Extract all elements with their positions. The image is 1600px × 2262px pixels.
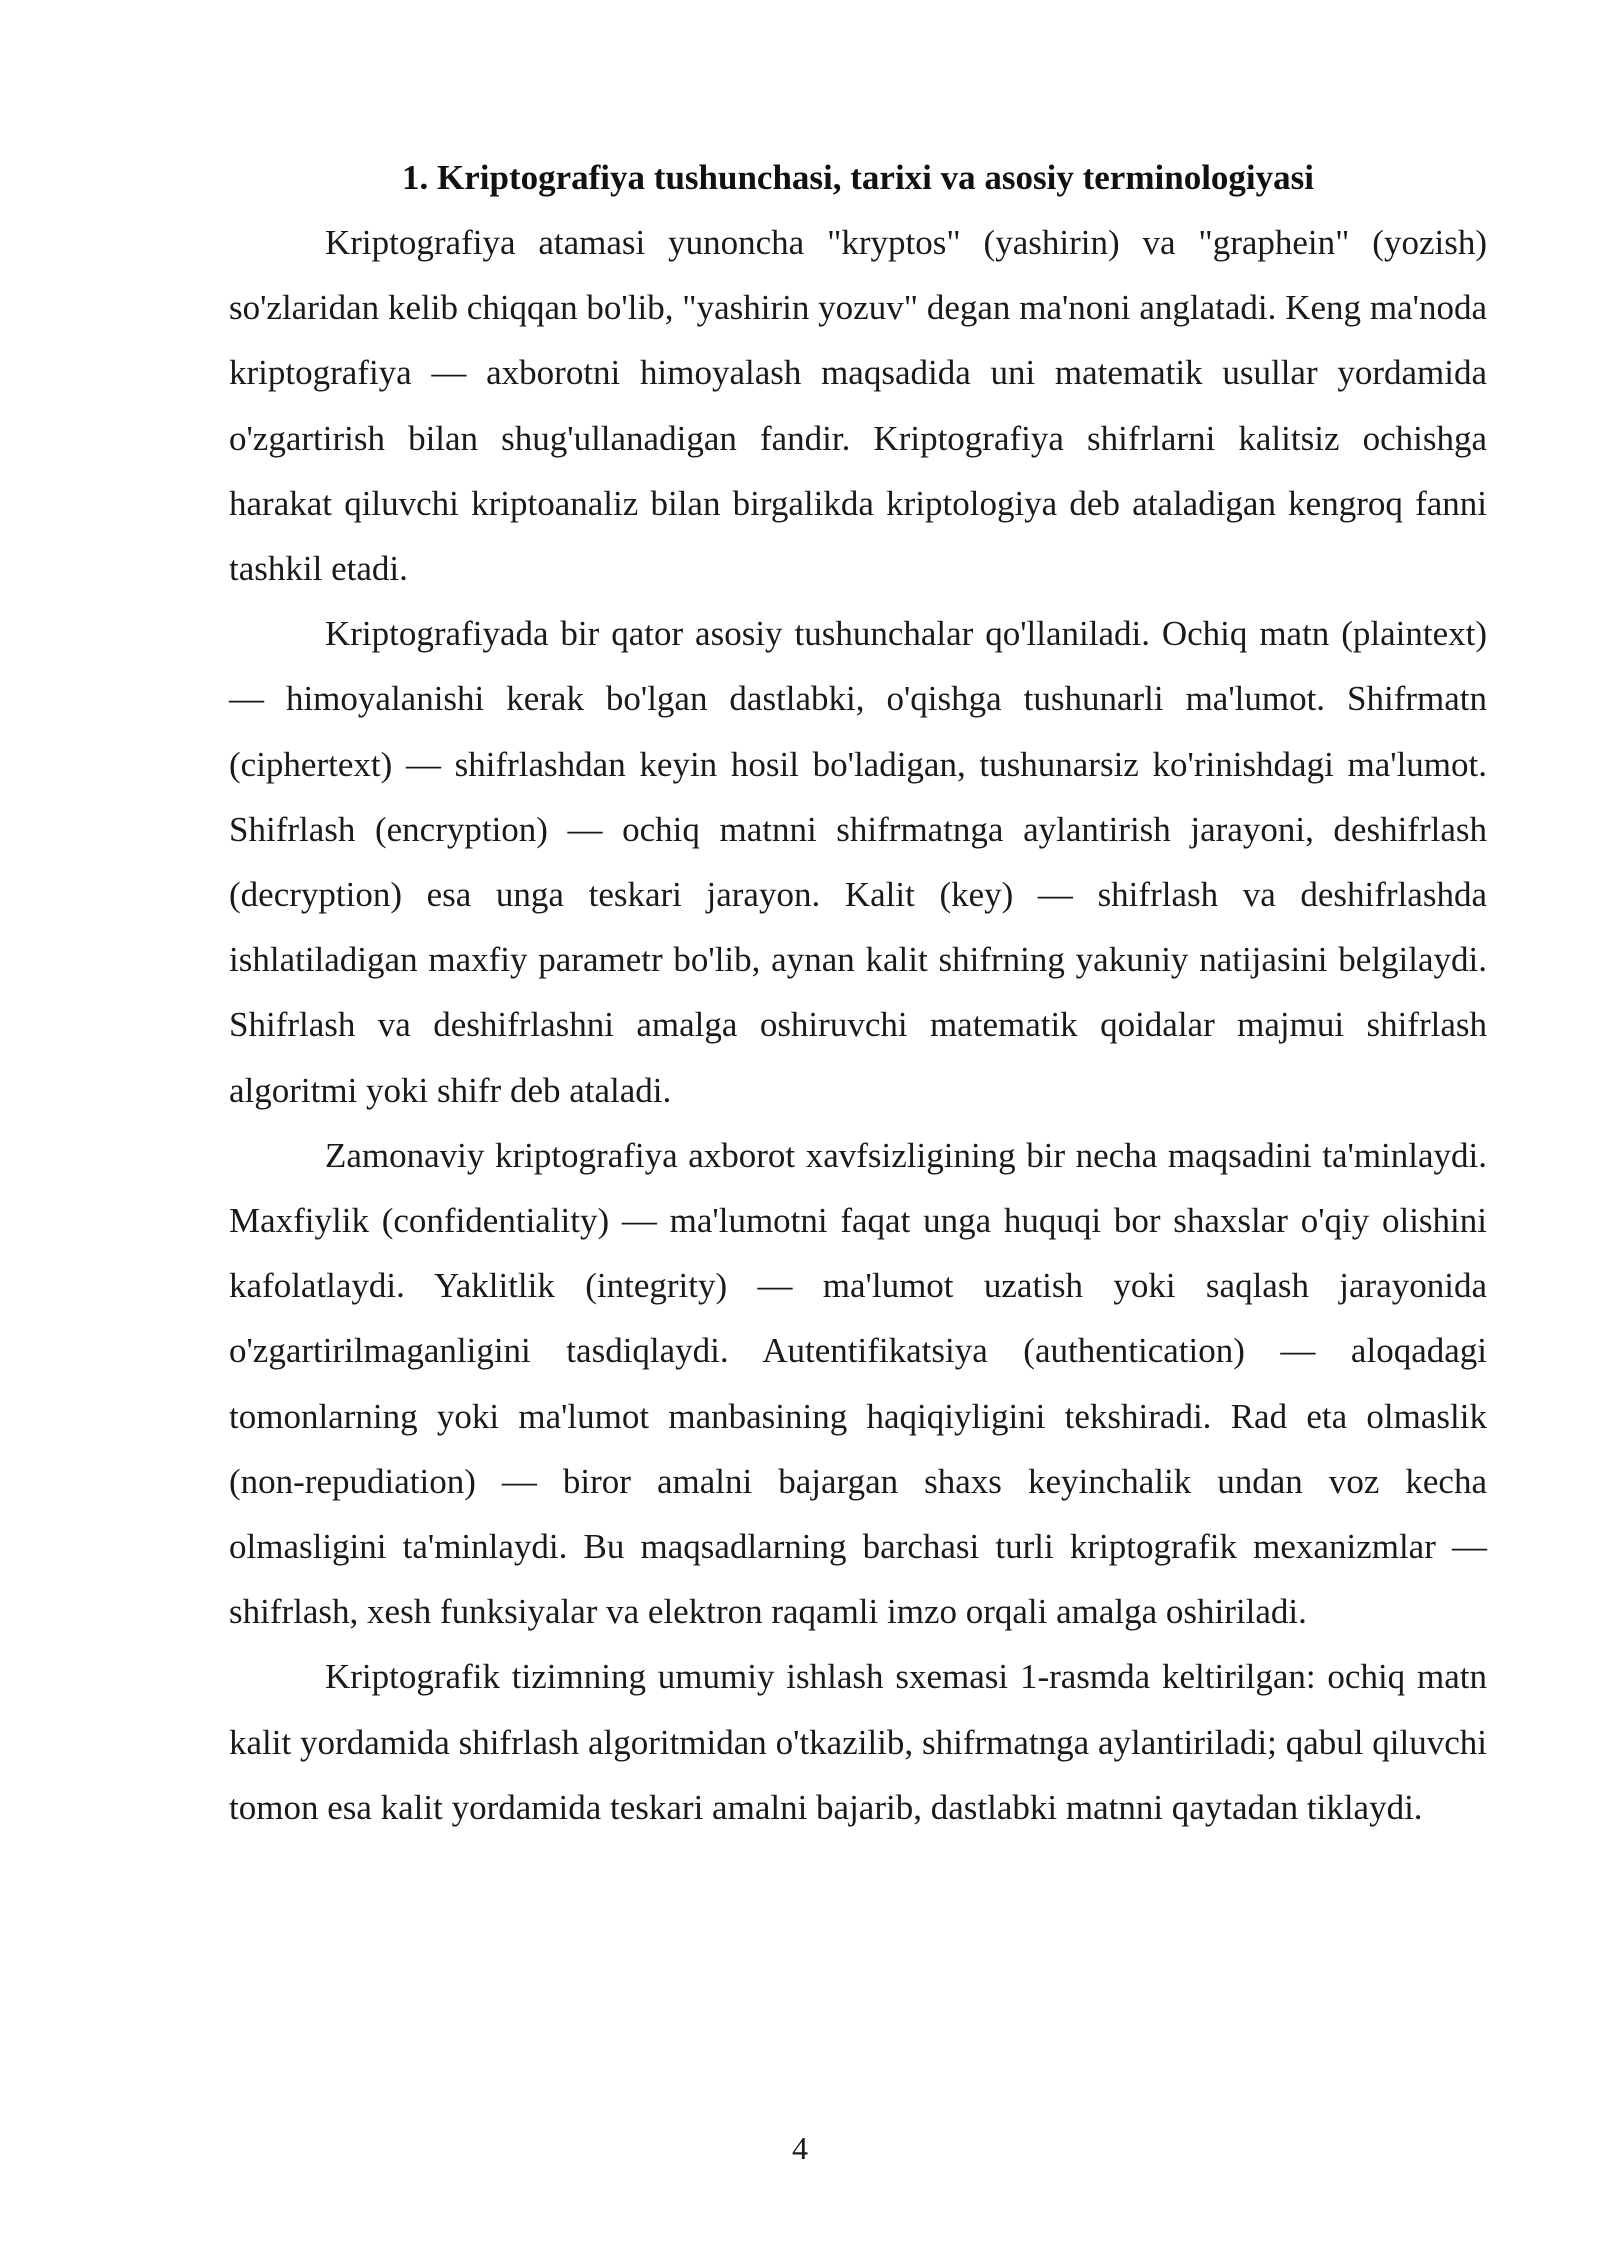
page-number: 4 <box>792 2130 808 2166</box>
paragraph-system-scheme: Kriptografik tizimning umumiy ishlash sxemasi 1-rasmda keltirilgan: ochiq matn kalit yordamida shifrlash algoritmidan o'tkazilib, shifrmatnga aylantiriladi; qabul qiluvchi tomon esa kalit yordamida teskari amalni bajarib, dastlabki matnni qaytadan tiklaydi. <box>229 1657 1487 1827</box>
paragraph-etymology: Kriptografiya atamasi yunoncha "kryptos" (yashirin) va "graphein" (yozish) so'zlaridan kelib chiqqan bo'lib, "yashirin yozuv" degan ma'noni anglatadi. Keng ma'noda kriptografiya — axborotni himoyalash maqsadida uni matematik usullar yordamida o'zgartirish bilan shug'ullanadigan fandir. Kriptografiya shifrlarni kalitsiz ochishga harakat qiluvchi kriptoanaliz bilan birgalikda kriptologiya deb ataladigan kengroq fanni tashkil etadi. <box>229 223 1487 589</box>
paragraph-terminology: Kriptografiyada bir qator asosiy tushunchalar qo'llaniladi. Ochiq matn (plaintext) — himoyalanishi kerak bo'lgan dastlabki, o'qishga tushunarli ma'lumot. Shifrmatn (ciphertext) — shifrlashdan keyin hosil bo'ladigan, tushunarsiz ko'rinishdagi ma'lumot. Shifrlash (encryption) — ochiq matnni shifrmatnga aylantirish jarayoni, deshifrlash (decryption) esa unga teskari jarayon. Kalit (key) — shifrlash va deshifrlashda ishlatiladigan maxfiy parametr bo'lib, aynan kalit shifrning yakuniy natijasini belgilaydi. Shifrlash va deshifrlashni amalga oshiruvchi matematik qoidalar majmui shifrlash algoritmi yoki shifr deb ataladi. <box>229 614 1487 1110</box>
page-content <box>229 145 1487 1840</box>
section-heading: 1. Kriptografiya tushunchasi, tarixi va asosiy terminologiyasi <box>402 158 1314 197</box>
paragraph-security-goals: Zamonaviy kriptografiya axborot xavfsizligining bir necha maqsadini ta'minlaydi. Maxfiylik (confidentiality) — ma'lumotni faqat unga huquqi bor shaxslar o'qiy olishini kafolatlaydi. Yaklitlik (integrity) — ma'lumot uzatish yoki saqlash jarayonida o'zgartirilmaganligini tasdiqlaydi. Autentifikatsiya (authentication) — aloqadagi tomonlarning yoki ma'lumot manbasining haqiqiyligini tekshiradi. Rad eta olmaslik (non-repudiation) — biror amalni bajargan shaxs keyinchalik undan voz kecha olmasligini ta'minlaydi. Bu maqsadlarning barchasi turli kriptografik mexanizmlar — shifrlash, xesh funksiyalar va elektron raqamli imzo orqali amalga oshiriladi. <box>229 1135 1487 1632</box>
